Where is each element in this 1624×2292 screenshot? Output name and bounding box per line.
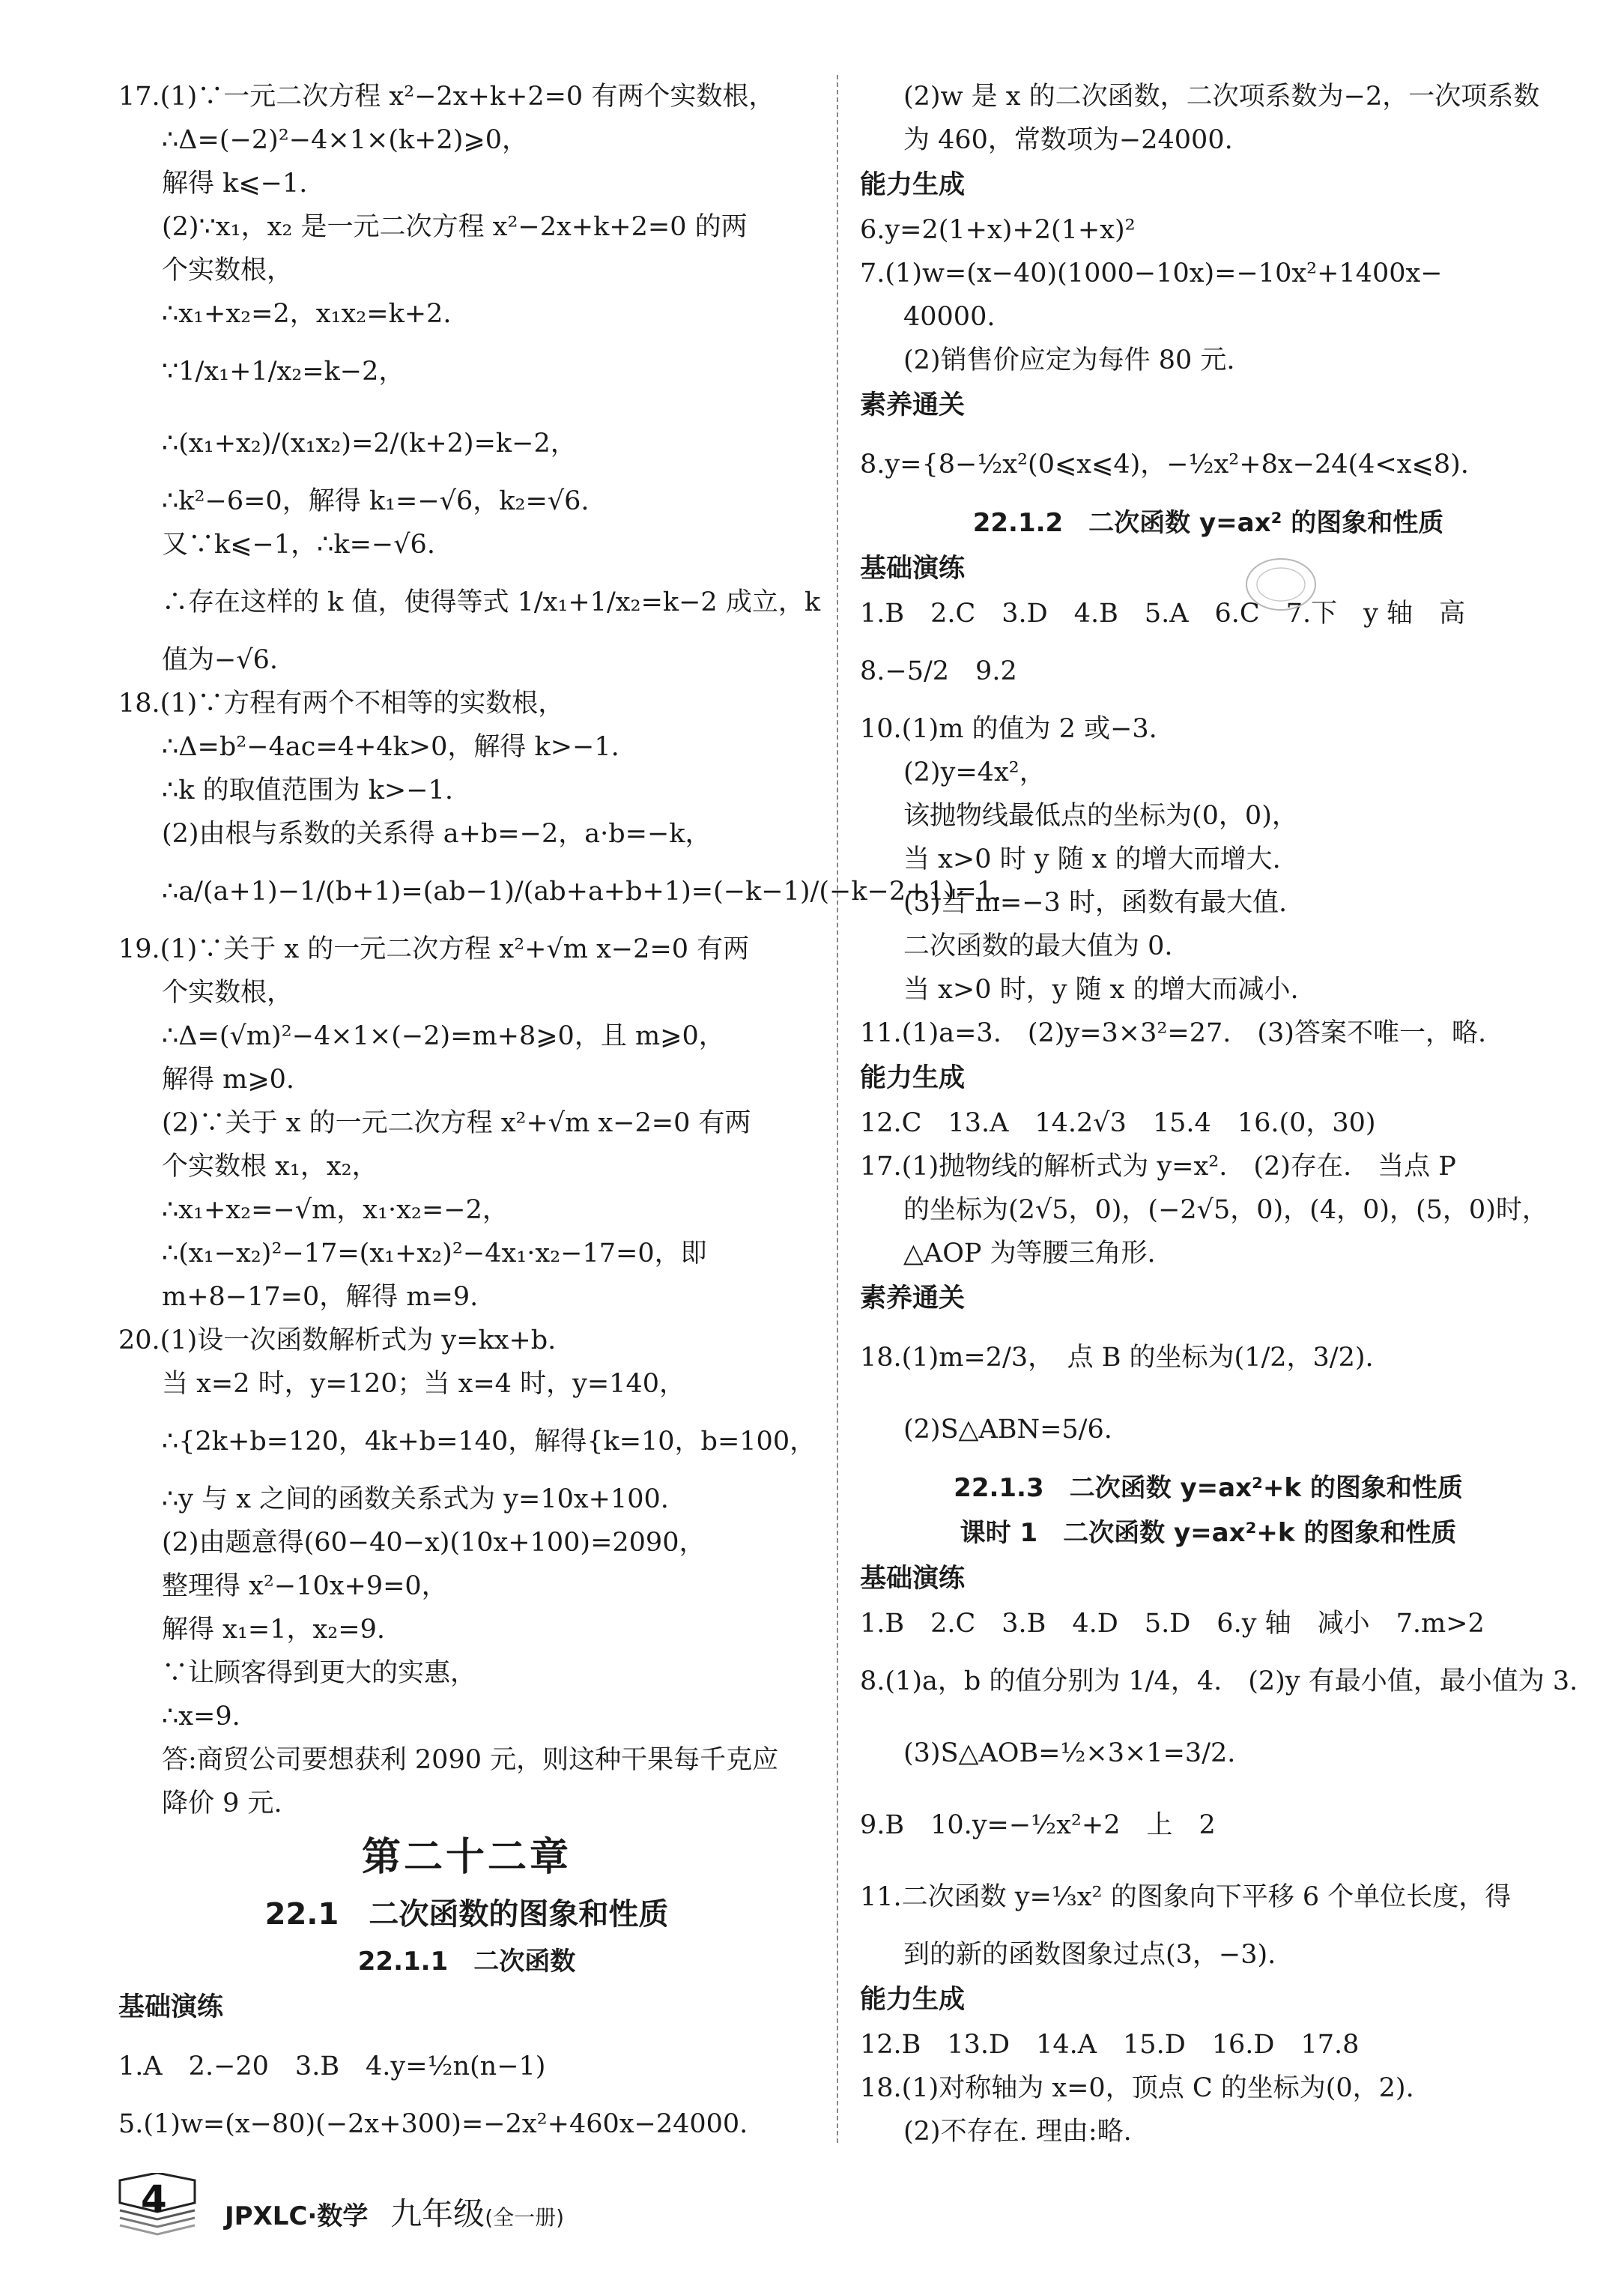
answer-line: ∴k 的取值范围为 k>−1. (162, 775, 453, 805)
answer-line: △AOP 为等腰三角形. (903, 1239, 1156, 1269)
answer-line: 值为−√6. (162, 645, 279, 675)
answer-line: (2)不存在. 理由:略. (903, 2117, 1132, 2147)
answer-line: 解得 k⩽−1. (162, 169, 308, 199)
answer-line: ∴x₁+x₂=−√m，x₁·x₂=−2， (162, 1195, 509, 1225)
answer-line: ∵1/x₁+1/x₂=k−2， (162, 357, 405, 387)
answer-line: 12.C 13.A 14.2√3 15.4 16.(0，30) (860, 1108, 1376, 1138)
watermark-stamp-icon (1243, 554, 1318, 614)
answer-line: ∴(x₁+x₂)/(x₁x₂)=2/(k+2)=k−2， (162, 429, 577, 459)
section-heading-basic: 基础演练 (118, 1992, 224, 2022)
answer-line: 8.−5/2 9.2 (860, 656, 1017, 686)
answer-line: ∴Δ=b²−4ac=4+4k>0，解得 k>−1. (162, 732, 619, 762)
footer-text (225, 2189, 564, 2234)
answer-line: ∴k²−6=0，解得 k₁=−√6，k₂=√6. (162, 486, 590, 516)
chapter-title: 第二十二章 (361, 1835, 572, 1880)
answer-line: 7.(1)w=(x−40)(1000−10x)=−10x²+1400x− (860, 258, 1443, 288)
section-heading-literacy: 素养通关 (860, 1283, 966, 1313)
page-footer (112, 2173, 787, 2240)
answer-line: 5.(1)w=(x−80)(−2x+300)=−2x²+460x−24000. (118, 2109, 748, 2139)
answer-line: 1.B 2.C 3.D 4.B 5.A 6.C 7.下 y 轴 高 (860, 599, 1465, 629)
answer-line: ∵让顾客得到更大的实惠， (162, 1658, 477, 1688)
answer-line: 当 x>0 时 y 随 x 的增大而增大. (903, 844, 1281, 874)
answer-line: 11.二次函数 y=⅓x² 的图象向下平移 6 个单位长度，得 (860, 1882, 1512, 1912)
answer-line: 17.(1)抛物线的解析式为 y=x². (2)存在. 当点 P (860, 1152, 1456, 1182)
answer-line: (2)∵关于 x 的一元二次方程 x²+√m x−2=0 有两 (162, 1108, 751, 1138)
section-heading-ability: 能力生成 (860, 1063, 966, 1093)
answer-line: 当 x>0 时，y 随 x 的增大而减小. (903, 975, 1299, 1005)
answer-line: (2)由题意得(60−40−x)(10x+100)=2090， (162, 1528, 706, 1558)
section-heading-ability: 能力生成 (860, 170, 966, 200)
answer-line: ∴Δ=(−2)²−4×1×(k+2)⩾0， (162, 125, 529, 155)
answer-line: 解得 x₁=1，x₂=9. (162, 1615, 385, 1645)
answer-line: 18.(1)∵方程有两个不相等的实数根， (118, 689, 565, 719)
answer-line: ∴Δ=(√m)²−4×1×(−2)=m+8⩾0，且 m⩾0， (162, 1021, 725, 1051)
answer-line: 个实数根， (162, 978, 294, 1008)
section-title: 22.1 二次函数的图象和性质 (264, 1897, 669, 1932)
answer-line: 40000. (903, 302, 996, 332)
answer-line: 1.A 2.−20 3.B 4.y=½n(n−1) (118, 2051, 546, 2081)
answer-line: 9.B 10.y=−½x²+2 上 2 (860, 1810, 1216, 1840)
answer-line: 个实数根， (162, 255, 294, 285)
subsection-title: 22.1.2 二次函数 y=ax² 的图象和性质 (972, 508, 1444, 538)
answer-line: 当 x=2 时，y=120；当 x=4 时，y=140， (162, 1369, 685, 1399)
right-column (860, 75, 1578, 2153)
answer-line: 个实数根 x₁，x₂， (162, 1152, 378, 1182)
answer-line: 18.(1)m=2/3， 点 B 的坐标为(1/2，3/2). (860, 1343, 1374, 1373)
answer-line: ∴x=9. (162, 1702, 240, 1732)
answer-line: (2)w 是 x 的二次函数，二次项系数为−2，一次项系数 (903, 82, 1540, 112)
answer-line: 到的新的函数图象过点(3，−3). (903, 1940, 1276, 1970)
book-code: JPXLC·数学 (225, 2201, 369, 2231)
volume-label: (全一册) (485, 2205, 565, 2230)
answer-line: 二次函数的最大值为 0. (903, 931, 1173, 961)
answer-line: 18.(1)对称轴为 x=0，顶点 C 的坐标为(0，2). (860, 2073, 1414, 2103)
answer-line: (2)销售价应定为每件 80 元. (903, 345, 1235, 375)
answer-line: 为 460，常数项为−24000. (903, 125, 1233, 155)
section-heading-literacy: 素养通关 (860, 390, 966, 420)
answer-line: ∴x₁+x₂=2，x₁x₂=k+2. (162, 299, 452, 329)
answer-line: 17.(1)∵一元二次方程 x²−2x+k+2=0 有两个实数根， (118, 82, 775, 112)
answer-line: 12.B 13.D 14.A 15.D 16.D 17.8 (860, 2030, 1360, 2060)
answer-line: 该抛物线最低点的坐标为(0，0)， (903, 801, 1298, 831)
subsection-title: 22.1.3 二次函数 y=ax²+k 的图象和性质 (954, 1473, 1463, 1503)
answer-line: ∴存在这样的 k 值，使得等式 1/x₁+1/x₂=k−2 成立，k (162, 587, 821, 617)
answer-line: 10.(1)m 的值为 2 或−3. (860, 714, 1157, 744)
answer-line: 1.B 2.C 3.B 4.D 5.D 6.y 轴 减小 7.m>2 (860, 1609, 1485, 1639)
answer-line: (2)y=4x²， (903, 758, 1046, 787)
answer-line: 8.y={8−½x²(0⩽x⩽4)，−½x²+8x−24(4<x⩽8). (860, 450, 1469, 480)
answer-line: 11.(1)a=3. (2)y=3×3²=27. (3)答案不唯一，略. (860, 1018, 1487, 1048)
answer-line: 20.(1)设一次函数解析式为 y=kx+b. (118, 1325, 557, 1355)
answer-line: ∴y 与 x 之间的函数关系式为 y=10x+100. (162, 1484, 669, 1514)
answer-line: 8.(1)a，b 的值分别为 1/4，4. (2)y 有最小值，最小值为 3. (860, 1666, 1578, 1696)
section-heading-basic: 基础演练 (860, 1564, 966, 1594)
answer-line: ∴a/(a+1)−1/(b+1)=(ab−1)/(ab+a+b+1)=(−k−1)/(−k−2+1)=1. (162, 877, 1002, 907)
answer-line: 的坐标为(2√5，0)，(−2√5，0)，(4，0)，(5，0)时， (903, 1195, 1548, 1225)
answer-line: ∴{2k+b=120，4k+b=140，解得{k=10，b=100， (162, 1427, 816, 1457)
section-heading-basic: 基础演练 (860, 554, 966, 584)
answer-line: 6.y=2(1+x)+2(1+x)² (860, 215, 1136, 245)
answer-line: ∴(x₁−x₂)²−17=(x₁+x₂)²−4x₁·x₂−17=0，即 (162, 1239, 707, 1269)
answer-line: (2)由根与系数的关系得 a+b=−2，a·b=−k， (162, 819, 712, 849)
answer-line: 答:商贸公司要想获利 2090 元，则这种干果每千克应 (162, 1745, 779, 1775)
answer-line: 解得 m⩾0. (162, 1065, 295, 1095)
page-number: 4 (141, 2177, 167, 2221)
answer-line: 降价 9 元. (162, 1788, 282, 1818)
answer-line: 整理得 x²−10x+9=0， (162, 1571, 448, 1601)
subsection-title: 22.1.1 二次函数 (357, 1947, 576, 1977)
answer-line: (2)S△ABN=5/6. (903, 1415, 1112, 1445)
answer-line: 19.(1)∵关于 x 的一元二次方程 x²+√m x−2=0 有两 (118, 934, 750, 964)
lesson-title: 课时 1 二次函数 y=ax²+k 的图象和性质 (960, 1518, 1457, 1548)
answer-line: m+8−17=0，解得 m=9. (162, 1282, 479, 1312)
column-divider (837, 75, 838, 2143)
answer-line: (2)∵x₁，x₂ 是一元二次方程 x²−2x+k+2=0 的两 (162, 212, 748, 242)
answer-line: 又∵k⩽−1，∴k=−√6. (162, 530, 435, 560)
answer-line: (3)当 m=−3 时，函数有最大值. (903, 888, 1288, 918)
section-heading-ability: 能力生成 (860, 1985, 966, 2015)
answer-line: (3)S△AOB=½×3×1=3/2. (903, 1738, 1236, 1768)
grade-label: 九年级 (390, 2195, 485, 2232)
